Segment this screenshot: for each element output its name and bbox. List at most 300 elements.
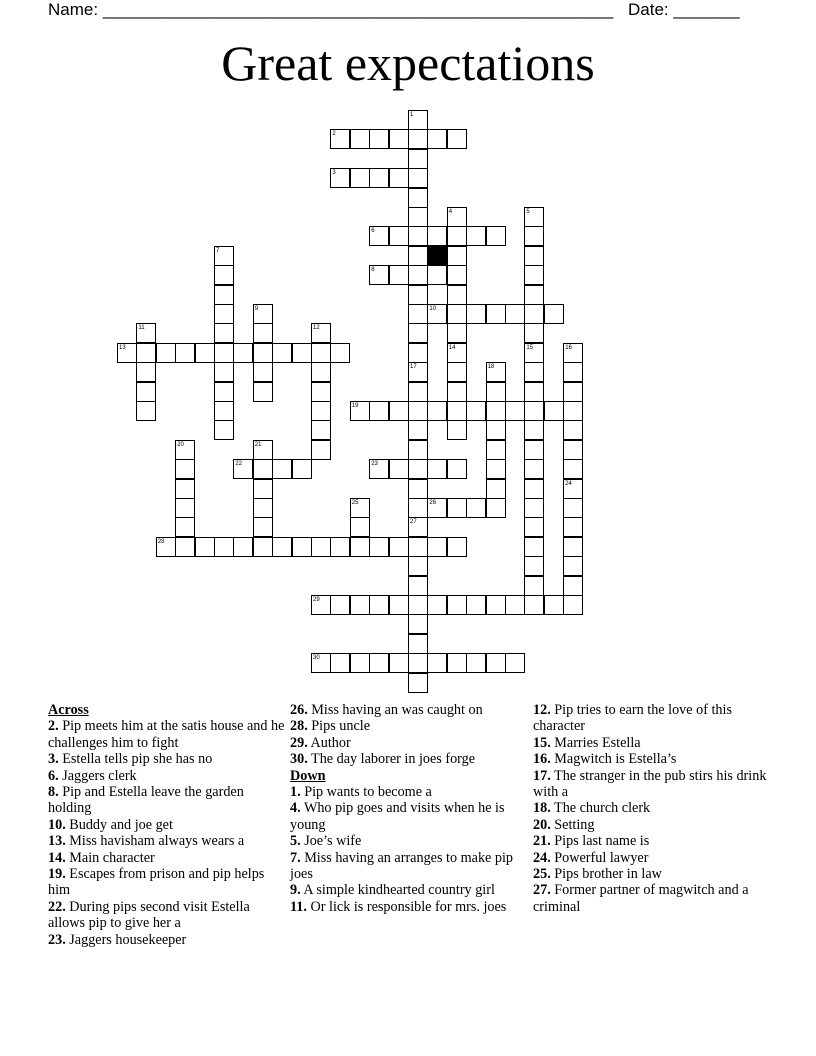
grid-cell[interactable] <box>427 226 447 246</box>
grid-cell[interactable] <box>486 382 506 402</box>
clue <box>48 784 286 817</box>
grid-cell[interactable] <box>311 382 331 402</box>
clue-text: Pip tries to earn the love of this character <box>533 702 732 735</box>
grid-cell[interactable] <box>447 362 467 382</box>
grid-cell[interactable] <box>175 517 195 537</box>
section-heading: Down <box>290 767 326 784</box>
clue-number: 7. <box>290 849 301 866</box>
grid-cell[interactable] <box>524 246 544 266</box>
grid-cell[interactable] <box>214 285 234 305</box>
cell-number: 27 <box>410 519 417 526</box>
clue-text: The church clerk <box>554 800 651 817</box>
grid-cell[interactable] <box>505 401 525 421</box>
clue <box>290 882 528 898</box>
cell-number: 12 <box>313 325 320 332</box>
grid-cell[interactable] <box>350 517 370 537</box>
grid-cell[interactable] <box>447 595 467 615</box>
grid-cell[interactable] <box>311 440 331 460</box>
grid-cell[interactable] <box>447 129 467 149</box>
grid-cell[interactable] <box>175 459 195 479</box>
cell-number: 9 <box>254 306 259 312</box>
clue-number: 5. <box>290 833 301 850</box>
grid-cell[interactable] <box>466 401 486 421</box>
clue-number: 17. <box>533 767 551 784</box>
grid-cell[interactable] <box>408 323 428 343</box>
grid-cell[interactable] <box>369 595 389 615</box>
clue-column-1 <box>48 702 286 948</box>
grid-cell[interactable] <box>524 537 544 557</box>
grid-cell[interactable] <box>253 382 273 402</box>
clue <box>290 751 528 767</box>
grid-cell[interactable] <box>408 382 428 402</box>
grid-cell[interactable] <box>427 129 447 149</box>
grid-cell[interactable] <box>447 265 467 285</box>
clue-number: 8. <box>48 784 59 801</box>
grid-cell[interactable] <box>175 498 195 518</box>
clue-text: Pip and Estella leave the garden holding <box>48 784 244 817</box>
grid-cell[interactable] <box>563 401 583 421</box>
grid-cell[interactable] <box>253 362 273 382</box>
clue-number: 11. <box>290 898 307 915</box>
clue-number: 16. <box>533 751 551 768</box>
clue <box>48 850 286 866</box>
clue-text: Escapes from prison and pip helps him <box>48 866 265 899</box>
clue-text: Pips brother in law <box>554 866 662 883</box>
grid-cell[interactable] <box>214 343 234 363</box>
grid-cell[interactable] <box>330 595 350 615</box>
grid-cell[interactable] <box>350 537 370 557</box>
grid-cell[interactable] <box>408 537 428 557</box>
cell-number: 16 <box>565 344 572 351</box>
clue-text: Pips uncle <box>311 718 370 735</box>
grid-cell[interactable] <box>486 459 506 479</box>
clue-number: 26. <box>290 702 308 718</box>
grid-cell[interactable] <box>408 595 428 615</box>
grid-cell[interactable] <box>447 459 467 479</box>
clue-number: 24. <box>533 849 551 866</box>
clue-text: Jaggers housekeeper <box>69 931 187 948</box>
clue-column-3 <box>533 702 771 915</box>
grid-cell[interactable] <box>389 653 409 673</box>
clue-number: 20. <box>533 816 551 833</box>
clue <box>48 866 286 899</box>
clue <box>533 833 771 849</box>
date-label: Date: <box>628 0 674 19</box>
grid-cell[interactable] <box>544 401 564 421</box>
grid-cell[interactable] <box>389 401 409 421</box>
grid-cell[interactable] <box>524 576 544 596</box>
grid-cell[interactable] <box>486 440 506 460</box>
grid-cell[interactable] <box>350 129 370 149</box>
clue-text: Magwitch is Estella’s <box>554 751 677 768</box>
clue-text: Miss havisham always wears a <box>69 833 245 850</box>
grid-cell[interactable] <box>408 343 428 363</box>
grid-cell[interactable] <box>563 382 583 402</box>
grid-cell[interactable] <box>486 304 506 324</box>
grid-cell[interactable] <box>524 440 544 460</box>
clue <box>48 899 286 932</box>
grid-cell[interactable] <box>253 537 273 557</box>
clue-text: Pip wants to become a <box>304 784 432 801</box>
cell-number: 2 <box>332 131 336 138</box>
clue-text: Estella tells pip she has no <box>62 751 213 768</box>
grid-cell[interactable] <box>156 343 176 363</box>
grid-cell[interactable] <box>389 459 409 479</box>
grid-cell[interactable] <box>408 401 428 421</box>
grid-cell[interactable] <box>447 246 467 266</box>
clue-text: Main character <box>69 849 155 866</box>
grid-cell[interactable] <box>524 556 544 576</box>
grid-cell[interactable] <box>408 440 428 460</box>
clue <box>48 932 286 948</box>
grid-cell[interactable] <box>136 362 156 382</box>
section-heading: Across <box>48 702 89 718</box>
grid-cell[interactable] <box>369 653 389 673</box>
cell-number: 8 <box>371 267 375 274</box>
grid-cell[interactable] <box>427 653 447 673</box>
clue <box>533 702 771 735</box>
clue-number: 4. <box>290 800 301 817</box>
grid-cell[interactable] <box>524 459 544 479</box>
cell-number: 25 <box>351 500 359 506</box>
grid-cell[interactable] <box>369 129 389 149</box>
clue <box>533 882 771 915</box>
clue-number: 22. <box>48 898 66 915</box>
clue-text: Former partner of magwitch and a criminal <box>533 882 749 915</box>
grid-cell[interactable] <box>389 265 409 285</box>
grid-cell[interactable] <box>427 459 447 479</box>
grid-cell[interactable] <box>136 382 156 402</box>
grid-cell[interactable] <box>486 498 506 518</box>
clue-number: 21. <box>533 833 551 850</box>
grid-cell[interactable] <box>408 673 428 693</box>
clue-text: Buddy and joe get <box>69 816 173 833</box>
grid-cell[interactable] <box>408 634 428 654</box>
grid-cell[interactable] <box>389 595 409 615</box>
grid-cell[interactable] <box>427 595 447 615</box>
clue <box>290 735 528 751</box>
grid-cell[interactable] <box>136 343 156 363</box>
grid-cell[interactable] <box>408 614 428 634</box>
grid-cell[interactable] <box>544 595 564 615</box>
cell-number: 17 <box>410 364 417 371</box>
grid-cell[interactable] <box>253 323 273 343</box>
clue-number: 14. <box>48 849 66 866</box>
grid-cell[interactable] <box>486 226 506 246</box>
grid-cell[interactable] <box>447 285 467 305</box>
grid-cell[interactable] <box>330 537 350 557</box>
grid-cell[interactable] <box>408 226 428 246</box>
clue-text: Pip meets him at the satis house and he challenges him to fight <box>48 718 285 751</box>
clue-text: The day laborer in joes forge <box>311 751 476 768</box>
grid-cell[interactable] <box>389 537 409 557</box>
clue <box>290 800 528 833</box>
grid-cell[interactable] <box>563 537 583 557</box>
grid-cell[interactable] <box>486 653 506 673</box>
grid-cell[interactable] <box>466 304 486 324</box>
grid-cell[interactable] <box>524 401 544 421</box>
grid-cell[interactable] <box>292 343 312 363</box>
clue-text: Miss having an was caught on <box>311 702 483 718</box>
grid-cell[interactable] <box>524 382 544 402</box>
grid-cell[interactable] <box>408 246 428 266</box>
grid-cell[interactable] <box>408 459 428 479</box>
grid-cell[interactable] <box>505 595 525 615</box>
grid-cell[interactable] <box>408 420 428 440</box>
grid-cell[interactable] <box>524 517 544 537</box>
grid-cell[interactable] <box>408 653 428 673</box>
clue-text: Who pip goes and visits when he is young <box>290 800 505 833</box>
grid-cell[interactable] <box>253 459 273 479</box>
grid-cell[interactable] <box>524 304 544 324</box>
clue <box>533 735 771 751</box>
clue <box>48 751 286 767</box>
clue-number: 1. <box>290 784 301 801</box>
grid-cell[interactable] <box>214 382 234 402</box>
clue <box>290 899 528 915</box>
grid-cell[interactable] <box>486 595 506 615</box>
black-square <box>427 246 447 266</box>
grid-cell[interactable] <box>175 343 195 363</box>
clue-text: Miss having an arranges to make pip joes <box>290 849 514 883</box>
cell-number: 4 <box>448 209 453 215</box>
grid-cell[interactable] <box>350 168 370 188</box>
cell-number: 14 <box>448 344 456 351</box>
cell-number: 29 <box>313 597 320 603</box>
grid-cell[interactable] <box>408 556 428 576</box>
grid-cell[interactable] <box>408 304 428 324</box>
clue-number: 9. <box>290 882 301 899</box>
grid-cell[interactable] <box>447 537 467 557</box>
clue <box>290 718 528 734</box>
cell-number: 20 <box>177 441 184 448</box>
grid-cell[interactable] <box>486 479 506 499</box>
grid-cell[interactable] <box>214 265 234 285</box>
grid-cell[interactable] <box>408 265 428 285</box>
date-line[interactable]: _______ <box>673 0 740 19</box>
clue-number: 18. <box>533 800 551 817</box>
cell-number: 23 <box>371 461 378 468</box>
clue <box>533 800 771 816</box>
grid-cell[interactable] <box>311 362 331 382</box>
grid-cell[interactable] <box>272 459 292 479</box>
grid-cell[interactable] <box>311 401 331 421</box>
clue-number: 23. <box>48 931 66 948</box>
grid-cell[interactable] <box>466 226 486 246</box>
grid-cell[interactable] <box>447 420 467 440</box>
clue-number: 25. <box>533 866 551 883</box>
cell-number: 26 <box>429 500 437 506</box>
clue-number: 30. <box>290 751 308 768</box>
grid-cell[interactable] <box>330 343 350 363</box>
name-label: Name: <box>48 0 103 19</box>
clue-number: 6. <box>48 767 59 784</box>
grid-cell[interactable] <box>408 498 428 518</box>
grid-cell[interactable] <box>505 653 525 673</box>
grid-cell[interactable] <box>447 498 467 518</box>
cell-number: 18 <box>487 364 495 371</box>
clue <box>48 817 286 833</box>
grid-cell[interactable] <box>466 653 486 673</box>
clue-text: Setting <box>554 816 595 833</box>
clue-column-2 <box>290 702 528 915</box>
grid-cell[interactable] <box>524 265 544 285</box>
clue <box>48 768 286 784</box>
grid-cell[interactable] <box>427 401 447 421</box>
cell-number: 28 <box>157 538 165 545</box>
grid-cell[interactable] <box>408 168 428 188</box>
grid-cell[interactable] <box>408 149 428 169</box>
grid-cell[interactable] <box>272 343 292 363</box>
grid-cell[interactable] <box>408 207 428 227</box>
grid-cell[interactable] <box>330 653 350 673</box>
clue <box>533 817 771 833</box>
grid-cell[interactable] <box>214 401 234 421</box>
grid-cell[interactable] <box>292 459 312 479</box>
cell-number: 1 <box>410 112 414 118</box>
grid-cell[interactable] <box>253 517 273 537</box>
grid-cell[interactable] <box>447 304 467 324</box>
clue <box>290 784 528 800</box>
grid-cell[interactable] <box>524 479 544 499</box>
grid-cell[interactable] <box>214 304 234 324</box>
grid-cell[interactable] <box>389 168 409 188</box>
grid-cell[interactable] <box>486 401 506 421</box>
cell-number: 19 <box>351 403 359 409</box>
cell-number: 11 <box>138 325 145 332</box>
clue <box>290 833 528 849</box>
grid-cell[interactable] <box>408 479 428 499</box>
grid-cell[interactable] <box>214 420 234 440</box>
grid-cell[interactable] <box>408 285 428 305</box>
cell-number: 7 <box>216 247 220 254</box>
grid-cell[interactable] <box>563 498 583 518</box>
clue-number: 15. <box>533 734 551 751</box>
grid-cell[interactable] <box>447 401 467 421</box>
grid-cell[interactable] <box>214 323 234 343</box>
grid-cell[interactable] <box>524 420 544 440</box>
grid-cell[interactable] <box>350 653 370 673</box>
grid-cell[interactable] <box>563 459 583 479</box>
clue-number: 3. <box>48 751 59 768</box>
grid-cell[interactable] <box>350 595 370 615</box>
clue-text: Joe’s wife <box>304 833 362 850</box>
grid-cell[interactable] <box>408 576 428 596</box>
cell-number: 5 <box>526 209 530 215</box>
clue-number: 27. <box>533 882 551 899</box>
grid-cell[interactable] <box>233 537 253 557</box>
name-line[interactable]: ______________________________________________________ <box>102 0 614 19</box>
grid-cell[interactable] <box>544 304 564 324</box>
grid-cell[interactable] <box>563 420 583 440</box>
grid-cell[interactable] <box>447 382 467 402</box>
clue-text: Or lick is responsible for mrs. joes <box>310 898 507 915</box>
grid-cell[interactable] <box>563 576 583 596</box>
grid-cell[interactable] <box>311 537 331 557</box>
clue-text: Jaggers clerk <box>62 767 137 784</box>
cell-number: 22 <box>235 461 243 468</box>
cell-number: 21 <box>254 441 262 448</box>
page-title: Great expectations <box>221 35 595 91</box>
grid-cell[interactable] <box>486 420 506 440</box>
grid-cell[interactable] <box>369 537 389 557</box>
grid-cell[interactable] <box>447 653 467 673</box>
grid-cell[interactable] <box>524 362 544 382</box>
clue-number: 28. <box>290 718 308 735</box>
clue <box>290 850 528 883</box>
grid-cell[interactable] <box>427 537 447 557</box>
grid-cell[interactable] <box>311 420 331 440</box>
grid-cell[interactable] <box>408 129 428 149</box>
clue-number: 19. <box>48 866 66 883</box>
grid-cell[interactable] <box>233 343 253 363</box>
grid-cell[interactable] <box>369 168 389 188</box>
clue <box>533 850 771 866</box>
grid-cell[interactable] <box>563 440 583 460</box>
grid-cell[interactable] <box>524 595 544 615</box>
clue-text: A simple kindhearted country girl <box>303 882 495 899</box>
grid-cell[interactable] <box>311 343 331 363</box>
clue-text: During pips second visit Estella allows pip to give her a <box>48 898 250 932</box>
grid-cell[interactable] <box>389 226 409 246</box>
grid-cell[interactable] <box>214 362 234 382</box>
clue <box>290 702 528 718</box>
cell-number: 10 <box>429 306 437 312</box>
grid-cell[interactable] <box>292 537 312 557</box>
clue-text: Pips last name is <box>554 833 650 850</box>
grid-cell[interactable] <box>408 188 428 208</box>
clue-text: Author <box>310 734 351 751</box>
cell-number: 13 <box>119 344 126 351</box>
grid-cell[interactable] <box>563 362 583 382</box>
grid-cell[interactable] <box>136 401 156 421</box>
grid-cell[interactable] <box>175 479 195 499</box>
clue-text: Powerful lawyer <box>554 849 649 866</box>
grid-cell[interactable] <box>563 517 583 537</box>
grid-cell[interactable] <box>427 265 447 285</box>
grid-cell[interactable] <box>524 323 544 343</box>
grid-cell[interactable] <box>563 595 583 615</box>
grid-cell[interactable] <box>253 479 273 499</box>
grid-cell[interactable] <box>524 226 544 246</box>
grid-cell[interactable] <box>466 595 486 615</box>
grid-cell[interactable] <box>175 537 195 557</box>
clue <box>48 833 286 849</box>
clue <box>48 718 286 751</box>
clue-number: 13. <box>48 833 66 850</box>
grid-cell[interactable] <box>447 226 467 246</box>
cell-number: 15 <box>526 344 534 351</box>
grid-cell[interactable] <box>195 537 215 557</box>
grid-cell[interactable] <box>524 285 544 305</box>
clue <box>533 751 771 767</box>
grid-cell[interactable] <box>389 129 409 149</box>
clue-text: The stranger in the pub stirs his drink with a <box>533 767 767 801</box>
grid-cell[interactable] <box>524 498 544 518</box>
grid-cell[interactable] <box>214 537 234 557</box>
grid-cell[interactable] <box>563 556 583 576</box>
grid-cell[interactable] <box>505 304 525 324</box>
grid-cell[interactable] <box>253 498 273 518</box>
grid-cell[interactable] <box>272 537 292 557</box>
grid-cell[interactable] <box>195 343 215 363</box>
clue <box>533 768 771 801</box>
grid-cell[interactable] <box>253 343 273 363</box>
grid-cell[interactable] <box>369 401 389 421</box>
grid-cell[interactable] <box>447 323 467 343</box>
grid-cell[interactable] <box>466 498 486 518</box>
cell-number: 30 <box>313 655 320 662</box>
